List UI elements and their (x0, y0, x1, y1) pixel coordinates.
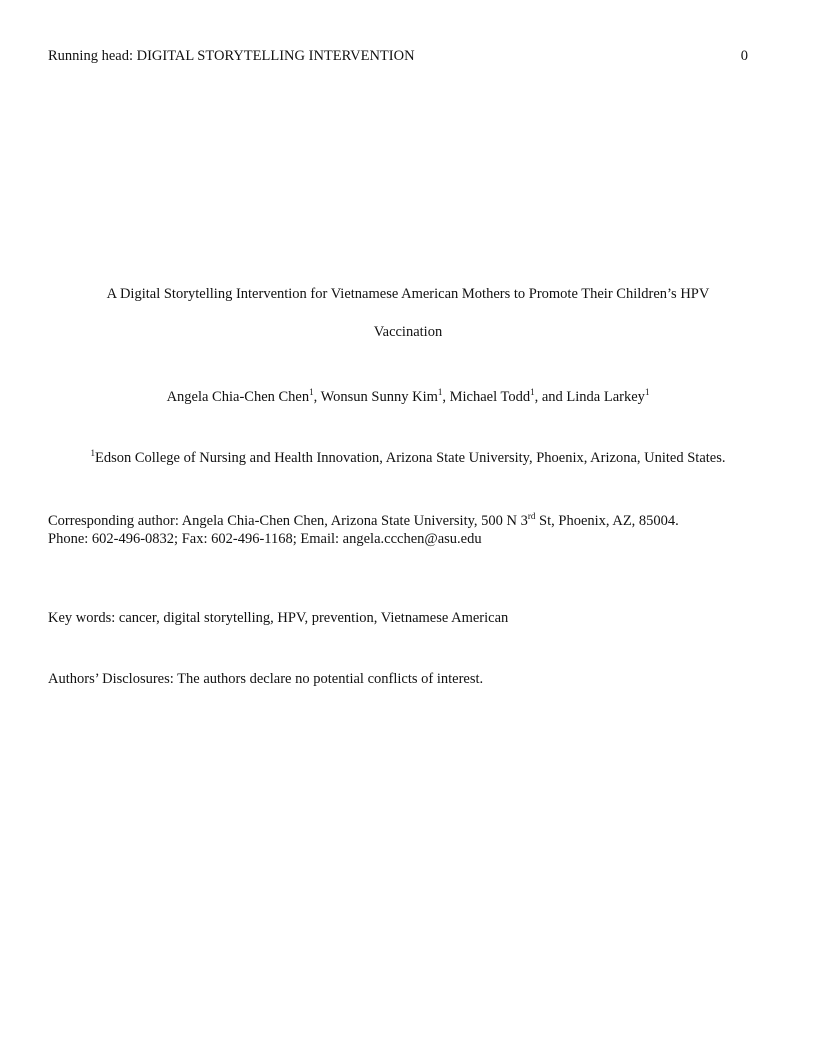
corresponding-author-contact: Phone: 602-496-0832; Fax: 602-496-1168; Email: angela.ccchen@asu.edu (48, 531, 482, 547)
title-line-2: Vaccination (373, 324, 443, 340)
running-head: Running head: DIGITAL STORYTELLING INTERVENTION (48, 48, 415, 64)
title-line-1: A Digital Storytelling Intervention for Vietnamese American Mothers to Promote Their Children’s HPV (106, 286, 710, 302)
corresponding-address-text: Corresponding author: Angela Chia-Chen Chen, Arizona State University, 500 N 3 (48, 513, 528, 529)
author-name: Angela Chia-Chen Chen (166, 389, 310, 405)
author-affiliation-marker: 1 (530, 387, 535, 397)
corresponding-author (48, 512, 778, 548)
author-affiliation-marker: 1 (437, 387, 443, 397)
author-separator: , (442, 389, 450, 405)
paper-title (48, 275, 768, 351)
corresponding-author-line-1 (48, 512, 778, 530)
keywords: Key words: cancer, digital storytelling, HPV, prevention, Vietnamese American (48, 610, 509, 626)
author-name: Linda Larkey (566, 389, 645, 405)
author-affiliation-marker: 1 (644, 387, 650, 397)
page-number: 0 (740, 48, 748, 64)
author-separator: , and (534, 389, 567, 405)
disclosures: Authors’ Disclosures: The authors declare no potential conflicts of interest. (48, 671, 484, 687)
affiliation (40, 450, 776, 467)
ordinal-suffix: rd (527, 511, 536, 521)
author-list (48, 389, 768, 406)
affiliation-marker: 1 (90, 448, 95, 458)
affiliation-text: Edson College of Nursing and Health Innovation, Arizona State University, Phoenix, Arizona, United States. (94, 450, 726, 466)
author-name: Wonsun Sunny Kim (320, 389, 438, 405)
author-affiliation-marker: 1 (309, 387, 314, 397)
author-separator: , (313, 389, 321, 405)
corresponding-address-text-end: St, Phoenix, AZ, 85004. (535, 513, 679, 529)
author-name: Michael Todd (449, 389, 531, 405)
